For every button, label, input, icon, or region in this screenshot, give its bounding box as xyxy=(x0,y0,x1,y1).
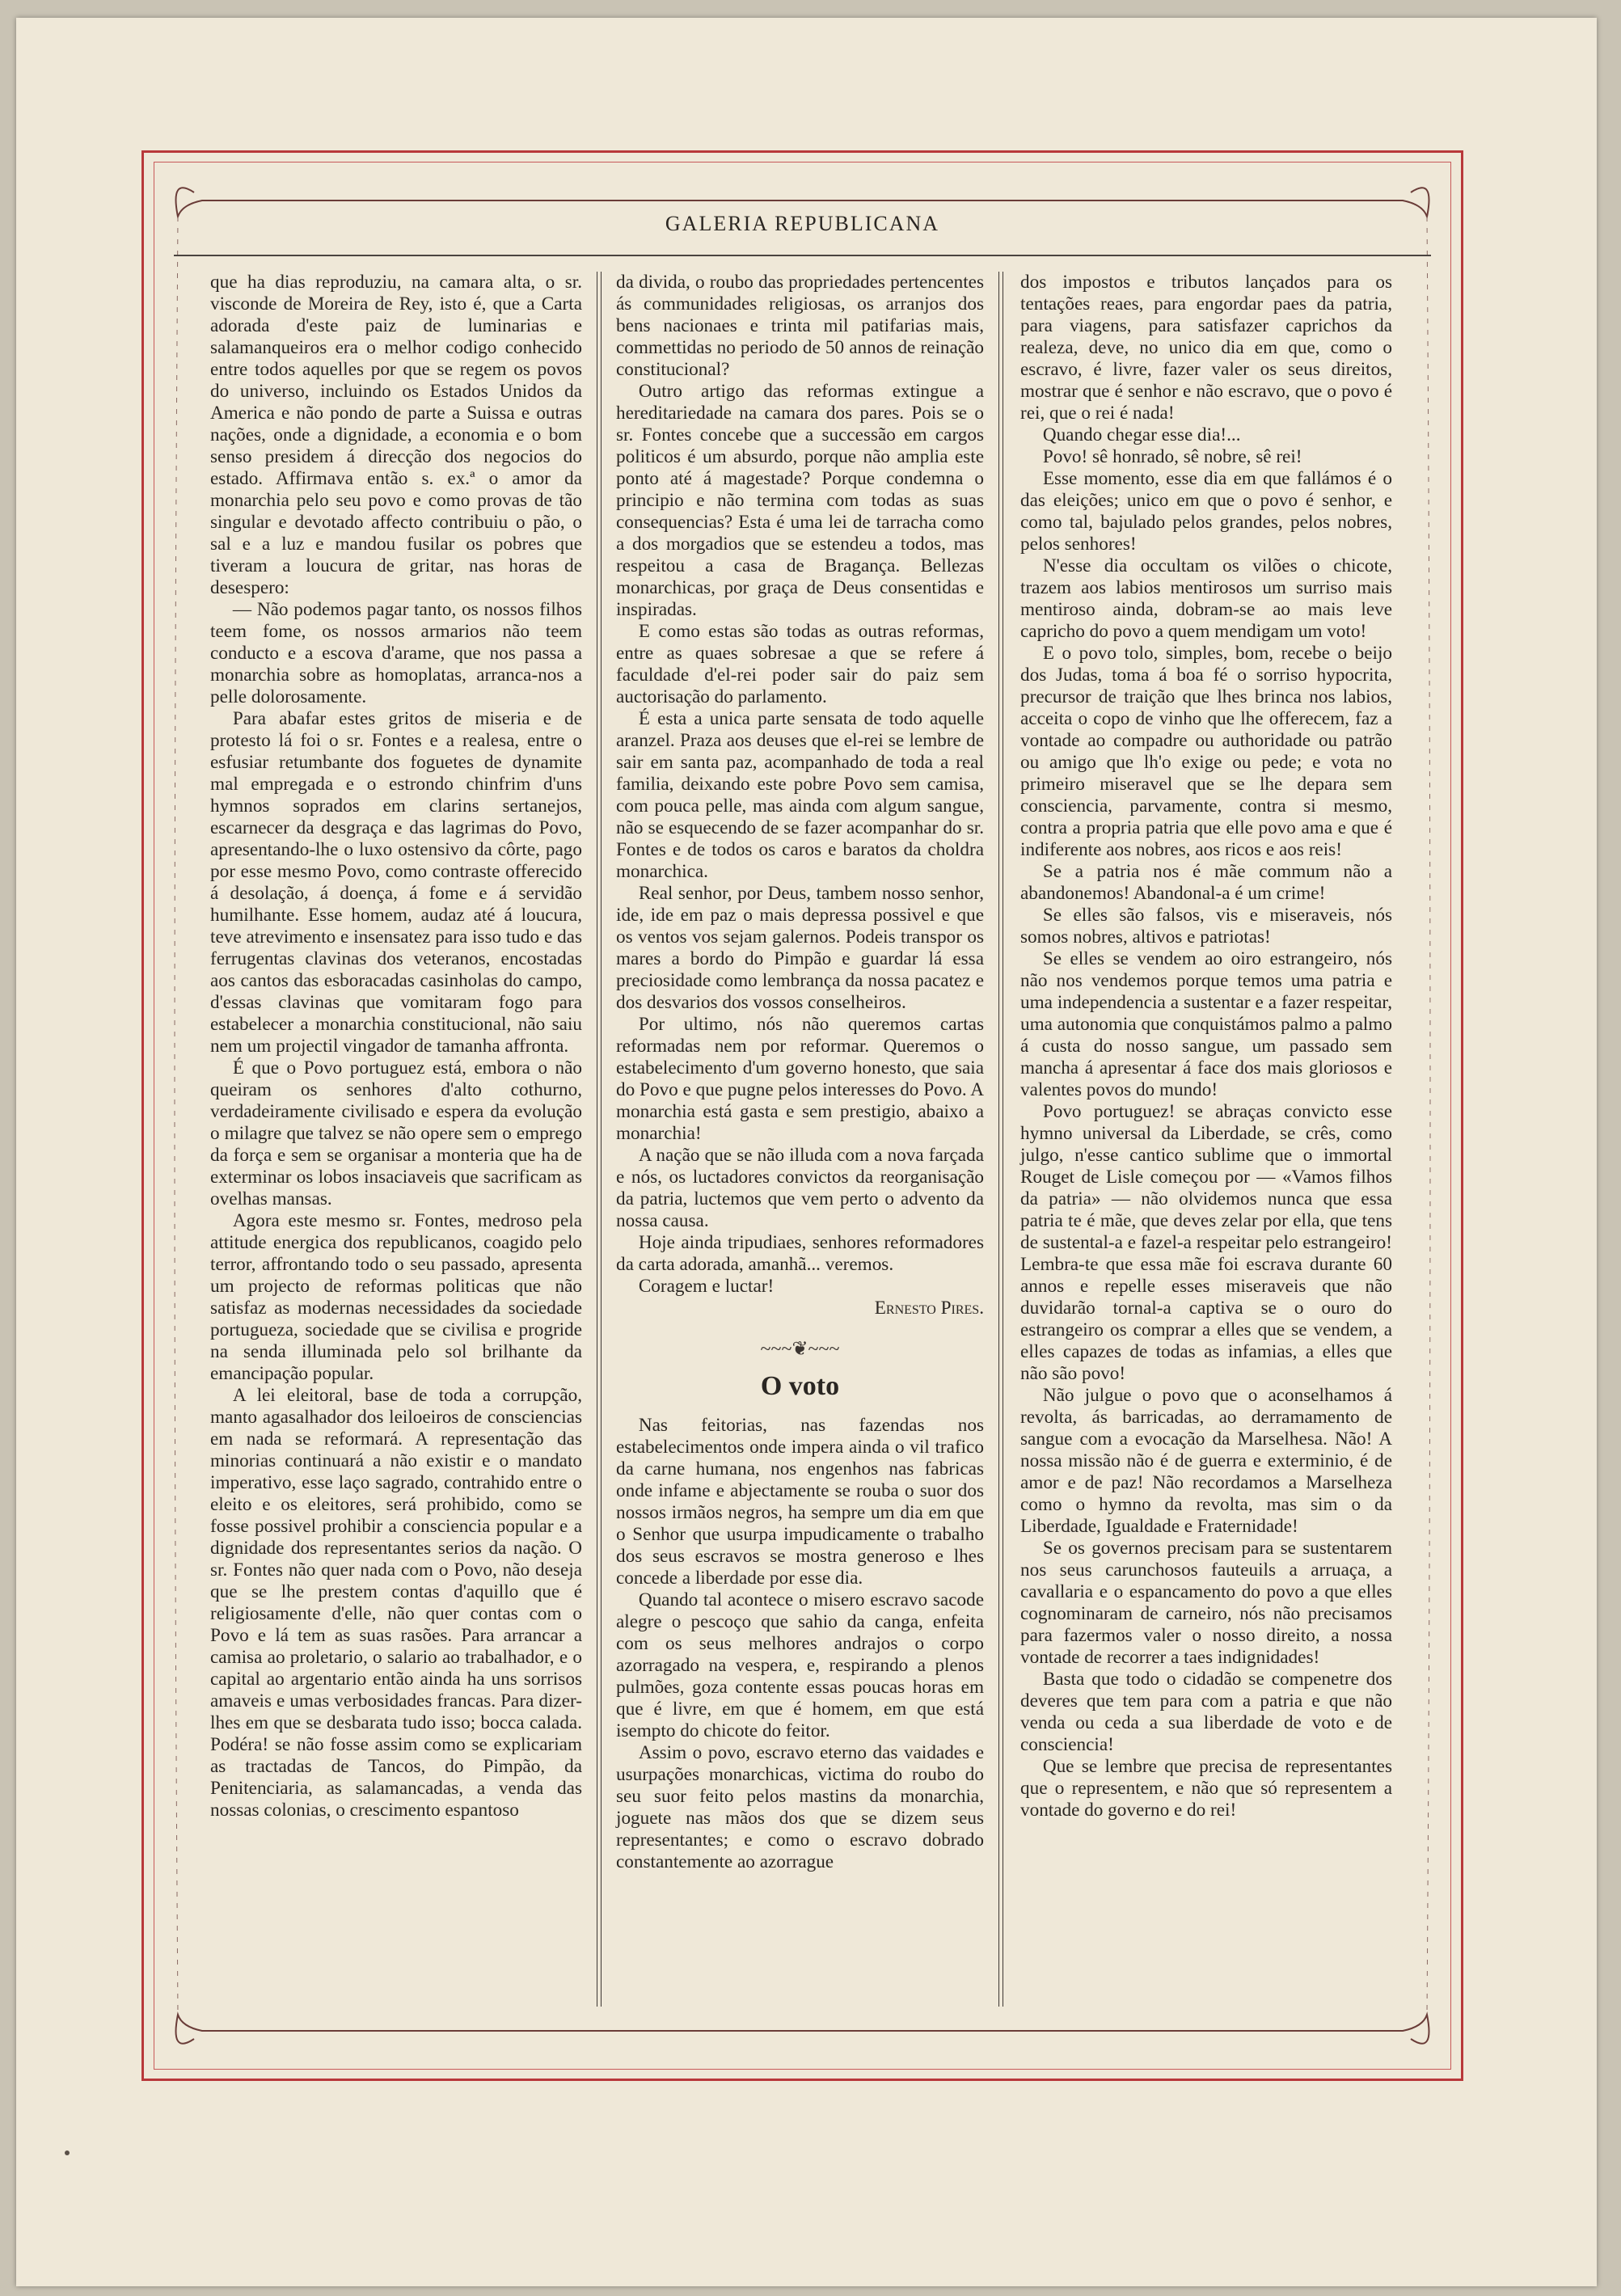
paragraph: Que se lembre que precisa de representantes que o representem, e não que só representem a vontade do governo e do rei! xyxy=(1020,1756,1392,1821)
page-header: GALERIA REPUBLICANA xyxy=(665,212,940,235)
paragraph: Coragem e luctar! xyxy=(638,1276,775,1297)
paragraph: Quando chegar esse dia!... xyxy=(1042,424,1241,445)
text-column-2 xyxy=(616,272,984,1873)
text-column-1 xyxy=(210,272,582,1821)
paragraph: Agora este mesmo sr. Fontes, medroso pela attitude energica dos republicanos, coagido pelo terror, affrontando todo o seu passado, apresenta um projecto de reformas politicas que não satisfaz as modernas necessidades da sociedade portugueza, sociedade que se civilisa e progride na senda illuminada pelo sol brilhante da emancipação popular. xyxy=(210,1210,582,1384)
header-rule xyxy=(174,255,1431,256)
paragraph: N'esse dia occultam os vilões o chicote, trazem aos labios mentirosos um surriso mais mentiroso ainda, dobram-se ao mais leve capricho do povo a quem mendigam um voto! xyxy=(1020,555,1392,642)
paragraph: Para abafar estes gritos de miseria e de protesto lá foi o sr. Fontes e a realesa, entre o esfusiar retumbante dos foguetes de dynamite mal empregada e o estrondo chinfrim d'uns hymnos soprados em clarins sertanejos, escarnecer da desgraça e das lagrimas do Povo, apresentando-lhe o luxo ostensivo da côrte, pago por esse mesmo Povo, como contraste offerecido á desolação, á doença, á fome e á servidão humilhante. Esse homem, audaz até á loucura, teve atrevimento e insensatez para isso tudo e das ferrugentas clavinas dos veteranos, encostadas aos cantos das esboracadas casinholas do campo, d'essas clavinas que vomitaram fogo para estabelecer a monarchia constitucional, não saiu nem um projectil vingador de tamanha affronta. xyxy=(210,708,582,1057)
column-divider xyxy=(601,272,602,2007)
paragraph: E como estas são todas as outras reformas, entre as quaes sobresae a que se refere á faculdade d'el-rei poder sair do paiz sem auctorisação do parlamento. xyxy=(616,621,984,707)
paragraph: Esse momento, esse dia em que fallámos é o das eleições; unico em que o povo é senhor, e como tal, bajulado pelos grandes, pelos nobres, pelos senhores! xyxy=(1020,468,1392,555)
paragraph: É esta a unica parte sensata de todo aquelle aranzel. Praza aos deuses que el-rei se lembre de sair em santa paz, acompanhado de toda a real familia, deixando este pobre Povo sem camisa, com pouca pelle, mas ainda com algum sangue, não se esquecendo de se fazer acompanhar do sr. Fontes e de todos os caros e baratos da choldra monarchica. xyxy=(616,708,984,882)
paragraph: Por ultimo, nós não queremos cartas reformadas nem por reformar. Queremos o estabelecimento d'um governo honesto, que saia do Povo e que pugne pelos interesses do Povo. A monarchia está gasta e sem prestigio, abaixo a monarchia! xyxy=(616,1014,984,1144)
paragraph: Povo portuguez! se abraças convicto esse hymno universal da Liberdade, se crês, como julgo, n'esse cantico sublime que o immortal Rouget de Lisle começou por — «Vamos filhos da patria» — não olvidemos nunca que essa patria te é mãe, que deves zelar por ella, que tens de sustental-a e fazel-a respeitar pelo estrangeiro! Lembra-te que essa mãe foi escrava durante 60 annos e repelle esses miseraveis que não duvidarão tornal-a captiva se o ouro do estrangeiro os comprar a elles que se vendem, a elles capazes de todas as infamias, a elles que não são povo! xyxy=(1020,1101,1392,1384)
author-signature: Ernesto Pires. xyxy=(874,1298,984,1319)
paragraph: Hoje ainda tripudiaes, senhores reformadores da carta adorada, amanhã... veremos. xyxy=(616,1232,984,1275)
text-column-3 xyxy=(1020,272,1392,1821)
paragraph: Assim o povo, escravo eterno das vaidades e usurpações monarchicas, victima do roubo do seu suor feito pelos mastins da monarchia, joguete nas mãos dos que se dizem seus representantes; e como o escravo dobrado constantemente ao azorrague xyxy=(616,1742,984,1872)
paragraph: Se a patria nos é mãe commum não a abandonemos! Abandonal-a é um crime! xyxy=(1020,861,1392,904)
paragraph: Se elles se vendem ao oiro estrangeiro, nós não nos vendemos porque temos uma patria e uma independencia a sustentar e a fazer respeitar, uma autonomia que conquistámos palmo a palmo á custa do nosso sangue, um passado sem mancha á apresentar á face dos mais gloriosos e valentes povos do mundo! xyxy=(1020,948,1392,1100)
paragraph: Nas feitorias, nas fazendas nos estabelecimentos onde impera ainda o vil trafico da carne humana, nos engenhos nas fabricas onde infame e abjectamente se rouba o suor dos nossos irmãos negros, ha sempre um dia em que o Senhor que usurpa impudicamente o trabalho dos seus escravos se mostra generoso e lhes concede a liberdade por esse dia. xyxy=(616,1415,984,1589)
paragraph: A nação que se não illuda com a nova farçada e nós, os luctadores convictos da reorganisação da patria, luctemos que vem perto o advento da nossa causa. xyxy=(616,1145,984,1231)
paragraph: E o povo tolo, simples, bom, recebe o beijo dos Judas, toma á boa fé o sorriso hypocrita, precursor de traição que lhes brinca nos labios, acceita o copo de vinho que lhe offerecem, faz a vontade ao compadre ou authoridade ou patrão ou amigo que lh'o exige ou pede; e vota no primeiro miseravel que se lhe depara sem consciencia, parvamente, contra si mesmo, contra a propria patria que elle povo ama e que é indiferente aos nobres, aos ricos e aos reis! xyxy=(1020,643,1392,860)
paragraph: dos impostos e tributos lançados para os tentações reaes, para engordar paes da patria, para viagens, para satisfazer caprichos da realeza, deve, no unico dia em que, como o escravo, é livre, fazer valer os seus direitos, mostrar que é senhor e não escravo, que o povo é rei, que o rei é nada! xyxy=(1020,272,1392,424)
paragraph: Não julgue o povo que o aconselhamos á revolta, ás barricadas, ao derramamento de sangue com a evocação da Marselhesa. Não! A nossa missão não é de guerra e exterminio, é de amor e de paz! Não recordamos a Marselheza como o hymno da revolta, mas sim o da Liberdade, Igualdade e Fraternidade! xyxy=(1020,1385,1392,1537)
binding-hole xyxy=(65,2150,70,2155)
paragraph: Se elles são falsos, vis e miseraveis, nós somos nobres, altivos e patriotas! xyxy=(1020,905,1392,948)
paragraph: É que o Povo portuguez está, embora o não queiram os senhores d'alto cothurno, verdadeiramente civilisado e espera da evolução o milagre que talvez se não opere sem o emprego da força e sem se organisar a monteria que ha de exterminar os lobos insaciaveis que sacrificam as ovelhas mansas. xyxy=(210,1057,582,1209)
section-ornament: ~~~❦~~~ xyxy=(760,1339,840,1360)
paragraph: Outro artigo das reformas extingue a hereditariedade na camara dos pares. Pois se o sr. Fontes concebe que a successão em cargos politicos é um absurdo, porque não amplia este ponto até á magestade? Porque condemna o principio e não termina com todas as suas consequencias? Esta é uma lei de tarracha como a dos morgadios que se estendeu a todos, mas respeitou a casa de Bragança. Bellezas monarchicas, por graça de Deus consentidas e inspiradas. xyxy=(616,381,984,620)
paragraph: Se os governos precisam para se sustentarem nos seus carunchosos fauteuils a arruaça, a cavallaria e o espancamento do povo a que elles cognominaram de carneiro, nós não precisamos para fazermos valer o nosso direito, a nossa vontade de recorrer a taes indignidades! xyxy=(1020,1538,1392,1668)
paragraph: A lei eleitoral, base de toda a corrupção, manto agasalhador dos leiloeiros de consciencias em nada se reformará. A representação das minorias continuará a não existir e o mandato imperativo, esse laço sagrado, contrahido entre o eleito e os eleitores, será prohibido, como se fosse possivel prohibir a consciencia popular e a dignidade dos representantes serios da nação. O sr. Fontes não quer nada com o Povo, não deseja que se lhe prestem contas d'aquillo que é religiosamente d'elle, não quer contas com o Povo e lá tem as suas rasões. Para arrancar a camisa ao proletario, o salario ao trabalhador, e o capital ao argentario então ainda ha uns sorrisos amaveis e umas verbosidades francas. Para dizer-lhes em que se desbarata tudo isso; bocca calada. Podéra! se não fosse assim como se explicariam as tractadas de Tancos, do Pimpão, da Penitenciaria, as salamancadas, a venda das nossas colonias, o crescimento espantoso xyxy=(210,1385,582,1821)
paragraph: que ha dias reproduziu, na camara alta, o sr. visconde de Moreira de Rey, isto é, que a Carta adorada d'este paiz de luminarias e salamanqueiros era o melhor codigo conhecido entre todos aquelles por que se regem os povos do universo, incluindo os Estados Unidos da America e não pondo de parte a Suissa e outras nações, onde a dignidade, a economia e o bom senso presidem á direcção dos negocios do estado. Affirmava então s. ex.ª o amor da monarchia pelo seu povo e como provas de tão singular e devotado affecto contribuiu o pão, o sal e a luz e mandou fusilar os pobres que tiveram a loucura de gritar, nas horas de desespero: xyxy=(210,272,582,598)
paragraph: Quando tal acontece o misero escravo sacode alegre o pescoço que sahio da canga, enfeita com os seus melhores andrajos o corpo azorragado na vespera, e, respirando a plenos pulmões, goza contente essas poucas horas em que é livre, em que é homem, em que está isempto do chicote do feitor. xyxy=(616,1589,984,1741)
paragraph: da divida, o roubo das propriedades pertencentes ás communidades religiosas, os arranjos dos bens nacionaes e trinta mil patifarias mais, commettidas no periodo de 50 annos de reinação constitucional? xyxy=(616,272,984,380)
paragraph: Real senhor, por Deus, tambem nosso senhor, ide, ide em paz o mais depressa possivel e que os ventos vos sejam galernos. Podeis transpor os mares a bordo do Pimpão e guardar lá essa preciosidade como lembrança da nossa pacatez e dos desvarios dos vossos conselheiros. xyxy=(616,883,984,1013)
paragraph: — Não podemos pagar tanto, os nossos filhos teem fome, os nossos armarios não teem conducto e a escova d'arame, que nos passa a monarchia sobre as homoplatas, arranca-nos a pelle dolorosamente. xyxy=(210,599,582,707)
column-divider xyxy=(998,272,999,2007)
paragraph: Basta que todo o cidadão se compenetre dos deveres que tem para com a patria e que não venda ou ceda a sua liberdade de voto e de consciencia! xyxy=(1020,1669,1392,1755)
paragraph: Povo! sê honrado, sê nobre, sê rei! xyxy=(1042,446,1302,467)
section-title: O voto xyxy=(760,1371,840,1401)
